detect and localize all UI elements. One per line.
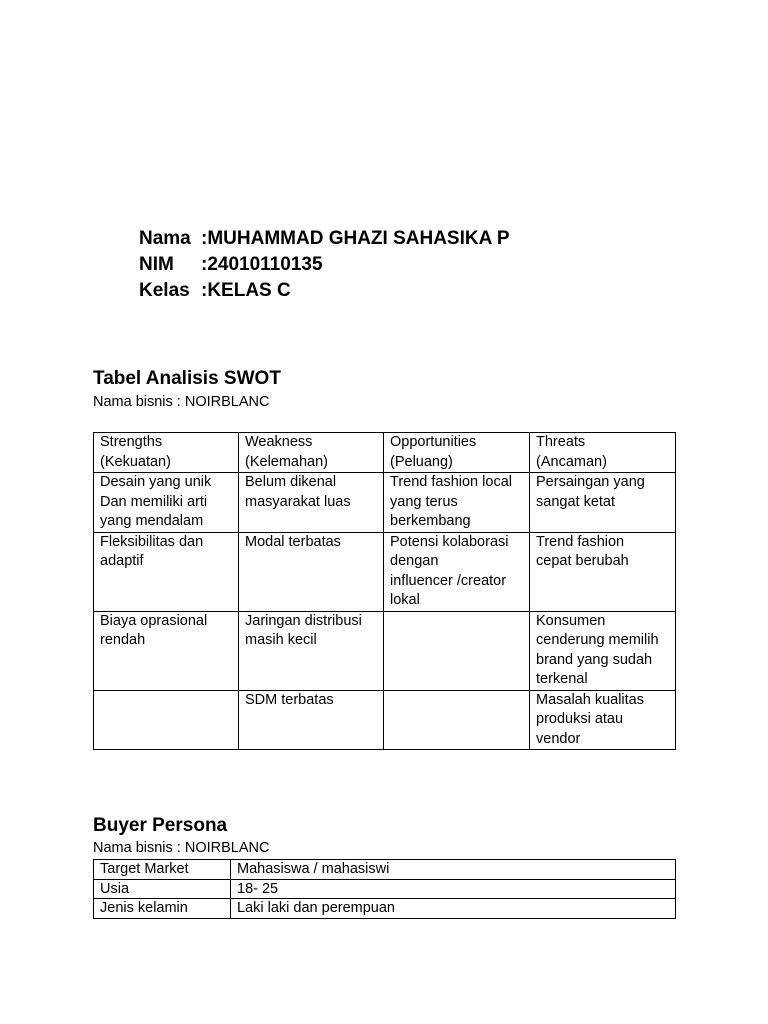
weakness-cell: SDM terbatas (239, 690, 384, 750)
threat-cell: Persaingan yang sangat ketat (530, 473, 676, 533)
strength-cell (94, 690, 239, 750)
table-row (94, 611, 676, 690)
header-strengths: Strengths (Kekuatan) (94, 433, 239, 473)
persona-field-value: 18- 25 (231, 879, 676, 899)
opportunity-cell (384, 611, 530, 690)
persona-field-label: Jenis kelamin (94, 899, 231, 919)
table-row (94, 899, 676, 919)
swot-business-name: Nama bisnis : NOIRBLANC (93, 394, 270, 410)
swot-header-row (94, 433, 676, 473)
threat-cell: Trend fashion cepat berubah (530, 532, 676, 611)
persona-business-name: Nama bisnis : NOIRBLANC (93, 840, 270, 856)
opportunity-cell: Potensi kolaborasi dengan influencer /creator lokal (384, 532, 530, 611)
name-label: Nama (139, 228, 191, 249)
nim-value: :24010110135 (201, 254, 323, 275)
class-label: Kelas (139, 280, 190, 301)
persona-field-value: Mahasiswa / mahasiswi (231, 860, 676, 880)
persona-title: Buyer Persona (93, 815, 228, 836)
strength-cell: Biaya oprasional rendah (94, 611, 239, 690)
weakness-cell: Belum dikenal masyarakat luas (239, 473, 384, 533)
opportunity-cell: Trend fashion local yang terus berkembang (384, 473, 530, 533)
weakness-cell: Modal terbatas (239, 532, 384, 611)
threat-cell: Masalah kualitas produksi atau vendor (530, 690, 676, 750)
header-weakness: Weakness (Kelemahan) (239, 433, 384, 473)
table-row (94, 473, 676, 533)
name-row (139, 226, 510, 252)
name-value: :MUHAMMAD GHAZI SAHASIKA P (201, 228, 510, 249)
class-row (139, 278, 510, 304)
header-opportunities: Opportunities (Peluang) (384, 433, 530, 473)
table-row (94, 690, 676, 750)
persona-field-value: Laki laki dan perempuan (231, 899, 676, 919)
persona-field-label: Target Market (94, 860, 231, 880)
weakness-cell: Jaringan distribusi masih kecil (239, 611, 384, 690)
header-threats: Threats (Ancaman) (530, 433, 676, 473)
nim-label: NIM (139, 254, 174, 275)
nim-row (139, 252, 510, 278)
class-value: :KELAS C (201, 280, 291, 301)
opportunity-cell (384, 690, 530, 750)
table-row (94, 860, 676, 880)
swot-title: Tabel Analisis SWOT (93, 368, 281, 389)
buyer-persona-table (93, 859, 676, 919)
persona-field-label: Usia (94, 879, 231, 899)
swot-table (93, 432, 676, 750)
strength-cell: Fleksibilitas dan adaptif (94, 532, 239, 611)
table-row (94, 532, 676, 611)
student-identity (139, 226, 510, 304)
table-row (94, 879, 676, 899)
strength-cell: Desain yang unik Dan memiliki arti yang mendalam (94, 473, 239, 533)
threat-cell: Konsumen cenderung memilih brand yang sudah terkenal (530, 611, 676, 690)
